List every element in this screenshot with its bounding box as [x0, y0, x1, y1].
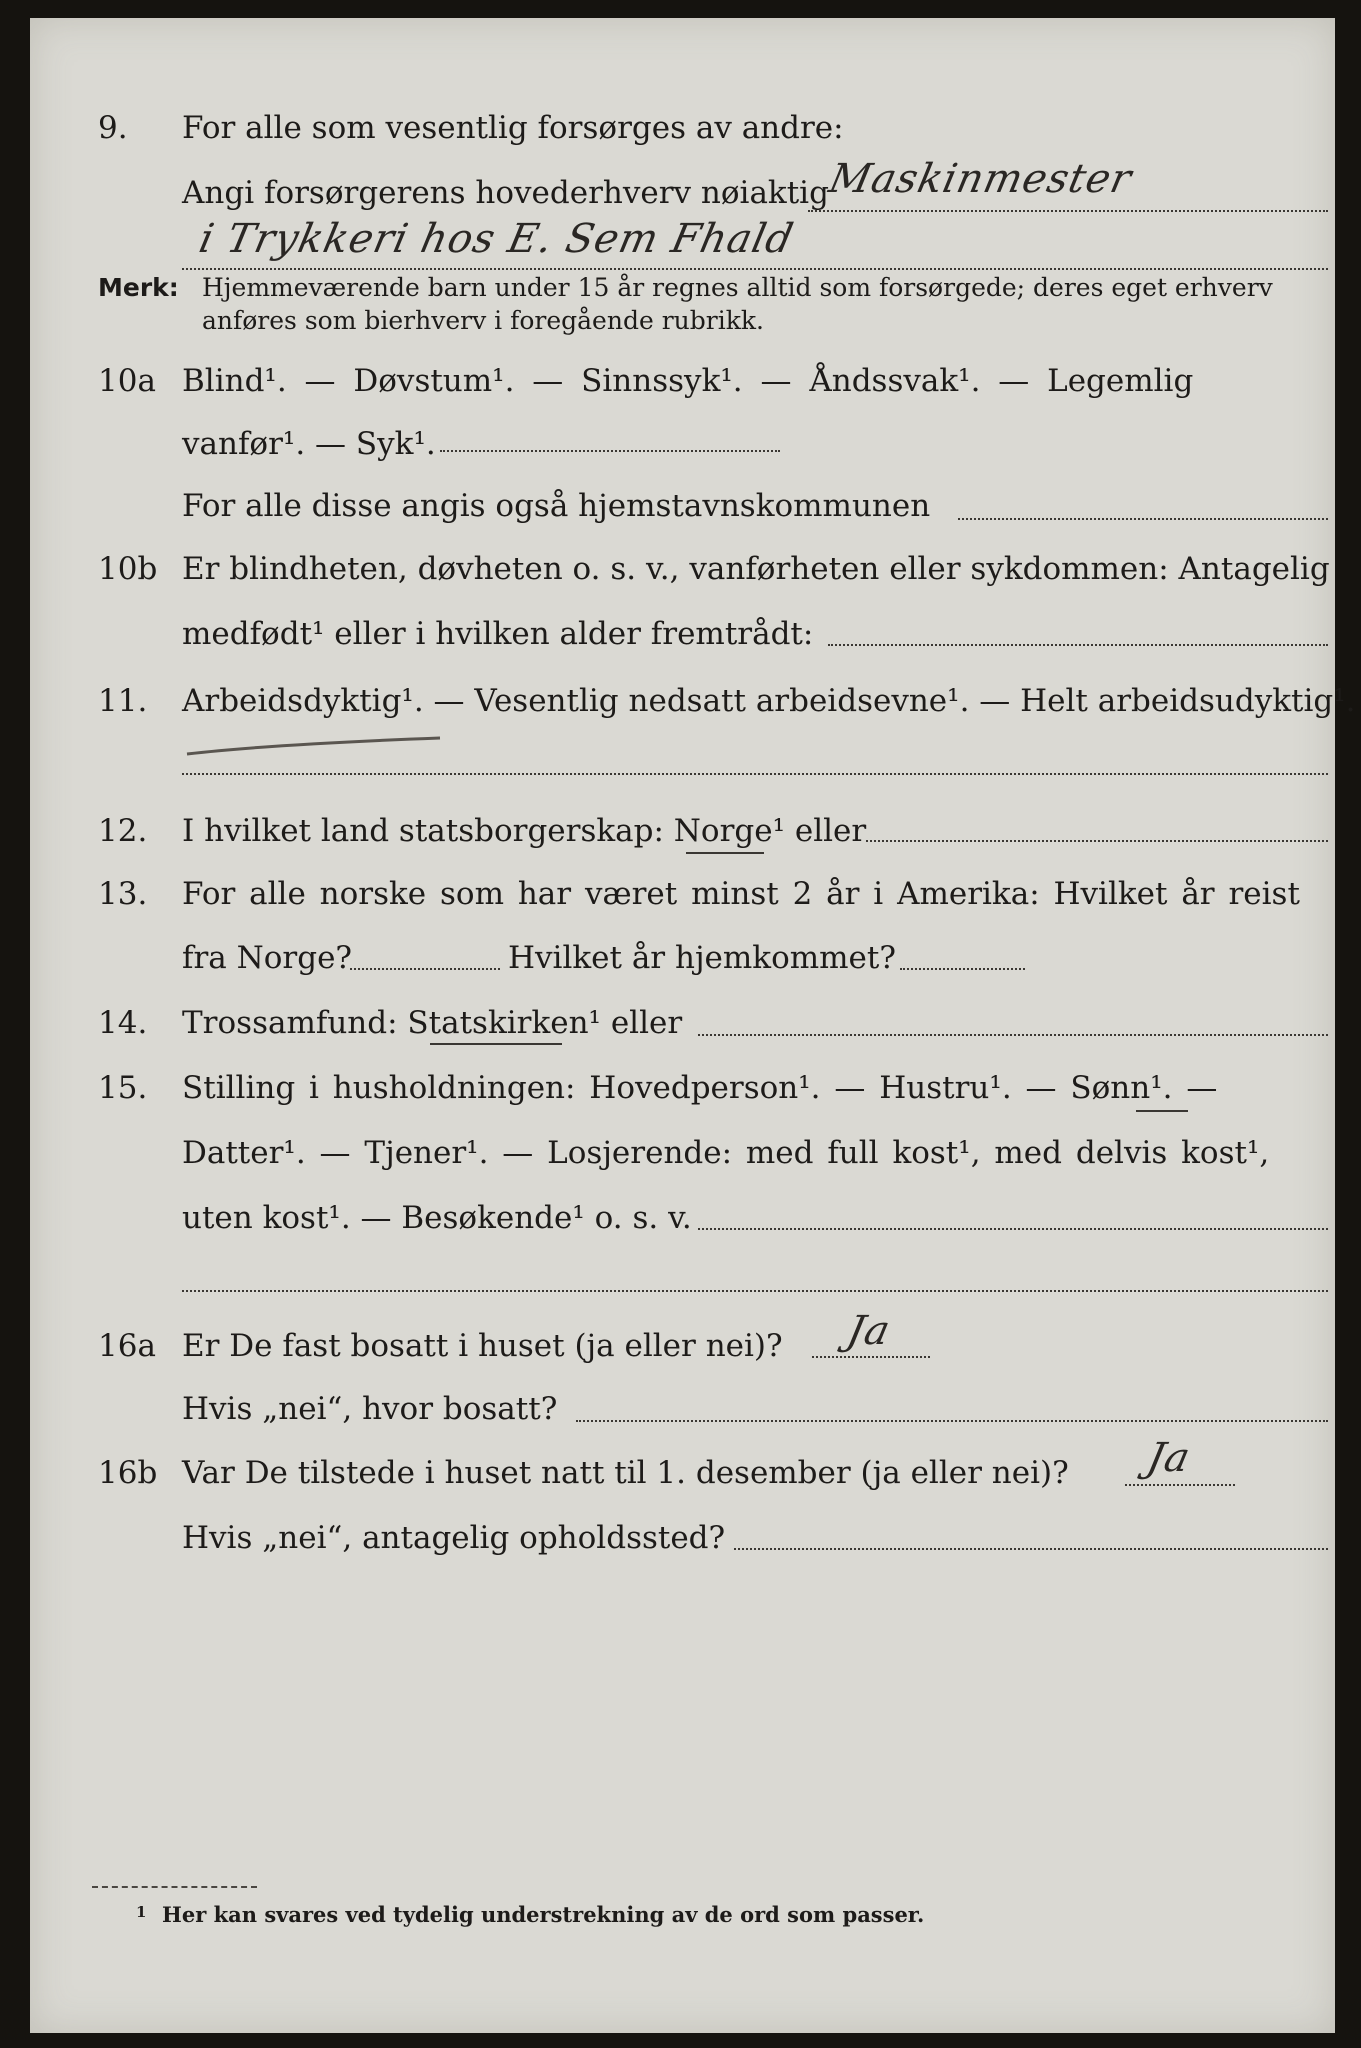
q16a-answer-line — [812, 1356, 930, 1358]
q9-answer-line2 — [182, 268, 1328, 270]
q11-pencil-stroke — [185, 730, 445, 760]
q11-line1: Arbeidsdyktig¹. — Vesentlig nedsatt arbeidsevne¹. — Helt arbeidsudyktig¹. — [182, 683, 1356, 719]
q15-line1: Stilling i husholdningen: Hovedperson¹. — Hustru¹. — Sønn¹. — — [182, 1070, 1218, 1106]
q15-line3: uten kost¹. — Besøkende¹ o. s. v. — [182, 1200, 692, 1236]
q16b-line1: Var De tilstede i huset natt til 1. desember (ja eller nei)? — [182, 1455, 1069, 1491]
q14-line1: Trossamfund: Statskirken¹ eller — [182, 1005, 683, 1041]
footnote-separator — [92, 1886, 257, 1888]
q9-number: 9. — [98, 110, 128, 146]
q15-sonn-underline — [1136, 1110, 1188, 1112]
q9-handwritten-answer2: i Trykkeri hos E. Sem Fhald — [195, 216, 798, 262]
q13-line2a: fra Norge? — [182, 940, 353, 976]
q16a-handwritten-answer: Ja — [843, 1308, 895, 1354]
q10b-answer-line — [828, 644, 1328, 646]
q10b-number: 10b — [98, 551, 158, 587]
q15-number: 15. — [98, 1070, 148, 1106]
q15-line2: Datter¹. — Tjener¹. — Losjerende: med full kost¹, med delvis kost¹, — [182, 1135, 1270, 1171]
q14-number: 14. — [98, 1005, 148, 1041]
q10a-line1: Blind¹. — Døvstum¹. — Sinnssyk¹. — Åndssvak¹. — Legemlig — [182, 363, 1194, 399]
q14-answer-line — [698, 1034, 1328, 1036]
merk-line2: anføres som bierhverv i foregående rubrikk. — [202, 306, 764, 335]
q9-line1: For alle som vesentlig forsørges av andre: — [182, 110, 844, 146]
q16b-opholdssted-line — [734, 1548, 1328, 1550]
q14-statskirken-underline — [430, 1043, 562, 1045]
q16b-answer-line — [1125, 1484, 1235, 1486]
q13-number: 13. — [98, 876, 148, 912]
q16b-line2: Hvis „nei“, antagelig opholdssted? — [182, 1520, 726, 1556]
q16a-line1: Er De fast bosatt i huset (ja eller nei)? — [182, 1328, 783, 1364]
q12-number: 12. — [98, 813, 148, 849]
q10a-line2: vanfør¹. — Syk¹. — [182, 426, 436, 462]
q10b-line1: Er blindheten, døvheten o. s. v., vanførheten eller sykdommen: Antagelig — [182, 551, 1330, 587]
footnote-marker: 1 — [136, 1903, 147, 1921]
q16a-line2: Hvis „nei“, hvor bosatt? — [182, 1391, 558, 1427]
q9-handwritten-answer1: Maskinmester — [825, 156, 1137, 202]
q12-norge-underline — [686, 852, 764, 854]
q10a-answer-line — [440, 450, 780, 452]
q12-line1: I hvilket land statsborgerskap: Norge¹ eller — [182, 813, 867, 849]
q13-line2b: Hvilket år hjemkommet? — [508, 940, 896, 976]
q10a-hometown-line — [958, 518, 1328, 520]
footnote-text: Her kan svares ved tydelig understrekning av de ord som passer. — [162, 1902, 925, 1927]
q16b-handwritten-answer: Ja — [1143, 1435, 1195, 1481]
q15-extra-line — [182, 1290, 1328, 1292]
q11-number: 11. — [98, 683, 148, 719]
merk-line1: Hjemmeværende barn under 15 år regnes alltid som forsørgede; deres eget erhverv — [202, 273, 1273, 302]
q12-answer-line — [866, 840, 1328, 842]
q13-line1: For alle norske som har været minst 2 år i Amerika: Hvilket år reist — [182, 876, 1300, 912]
q11-answer-line — [182, 773, 1328, 775]
q9-line2: Angi forsørgerens hovederhverv nøiaktig — [182, 175, 829, 211]
q9-answer-line1 — [808, 210, 1328, 212]
q10a-number: 10a — [98, 363, 156, 399]
q13-left-answer-line — [350, 968, 500, 970]
q16a-number: 16a — [98, 1328, 156, 1364]
q10a-line3: For alle disse angis også hjemstavnskommunen — [182, 488, 931, 524]
census-form-page — [30, 18, 1356, 2033]
q10b-line2: medfødt¹ eller i hvilken alder fremtrådt: — [182, 616, 814, 652]
merk-label: Merk: — [98, 273, 179, 302]
q16a-bosatt-line — [576, 1420, 1328, 1422]
q16b-number: 16b — [98, 1455, 158, 1491]
q13-right-answer-line — [900, 968, 1025, 970]
q15-answer-line — [698, 1228, 1328, 1230]
